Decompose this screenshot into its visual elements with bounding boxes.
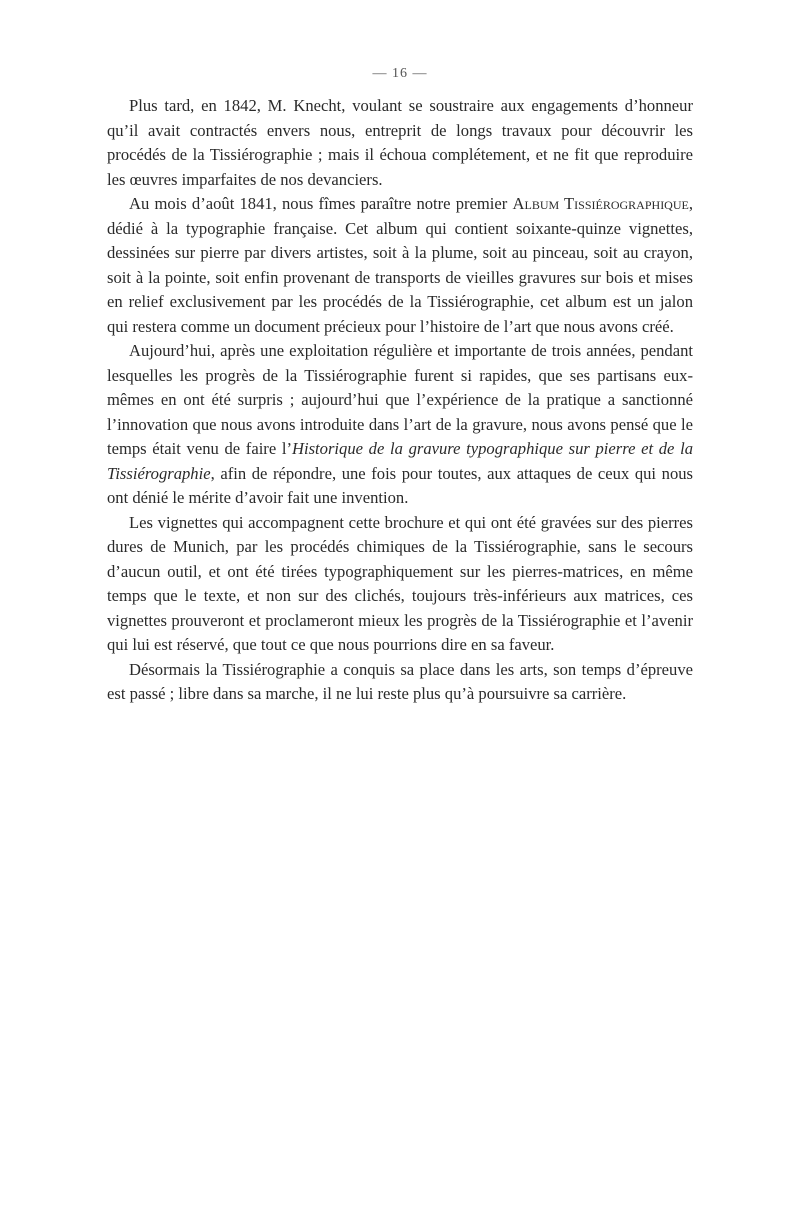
page-number: — 16 — xyxy=(372,66,428,81)
historique-title: Historique de la gravure typographique sur pierre et de la Tissiérographie xyxy=(107,439,693,483)
paragraph-4: Les vignettes qui accompagnent cette brochure et qui ont été gravées sur des pierres dures de Munich, par les procédés chimiques de la Tissiérographie, sans le secours d’aucun outil, et ont été tirées typographiquement sur les pierres-matrices, en même temps que le texte, et non sur des clichés, toujours très-inférieurs aux matrices, ces vignettes prouveront et proclameront mieux les progrès de la Tissiérographie et l’avenir qui lui est réservé, que tout ce que nous pourrions dire en sa faveur. xyxy=(107,512,693,654)
paragraph-2-end: , dédié à la typographie française. Cet album qui contient soixante-quinze vignettes, dessinées sur pierre par divers artistes, soit à la plume, soit au pinceau, soit au crayon, soit à la pointe, soit enfin provenant de transports de vieilles gravures sur bois et mises en relief exclusivement par les procédés de la Tissiérographie, cet album est un jalon qui restera comme un document précieux pour l’histoire de l’art que nous avons créé. xyxy=(107,194,694,336)
paragraph-2 xyxy=(107,192,693,339)
paragraph-3-end: , afin de répondre, une fois pour toutes, aux attaques de ceux qui nous ont dénié le mérite d’avoir fait une invention. xyxy=(107,463,693,507)
album-title: Album Tissiérographique xyxy=(512,194,689,213)
paragraph-3-start: Aujourd’hui, après une exploitation régulière et importante de trois années, pendant lesquelles les progrès de la Tissiérographie furent si rapides, que ses partisans eux-mêmes en ont été surpris ; aujourd’hui que l’expérience de la pratique a sanctionné l’innovation que nous avons introduite dans l’art de la gravure, nous avons pensé que le temps était venu de faire l’ xyxy=(107,341,693,458)
paragraph-2-start: Au mois d’août 1841, nous fîmes paraître notre premier xyxy=(129,194,513,213)
paragraph-5: Désormais la Tissiérographie a conquis sa place dans les arts, son temps d’épreuve est passé ; libre dans sa marche, il ne lui reste plus qu’à poursuivre sa carrière. xyxy=(107,659,693,703)
paragraph-3 xyxy=(107,339,693,511)
body-text xyxy=(107,94,693,707)
paragraph-1: Plus tard, en 1842, M. Knecht, voulant se soustraire aux engagements d’honneur qu’il avait contractés envers nous, entreprit de longs travaux pour découvrir les procédés de la Tissiérographie ; mais il échoua complétement, et ne fit que reproduire les œuvres imparfaites de nos devanciers. xyxy=(107,96,693,189)
